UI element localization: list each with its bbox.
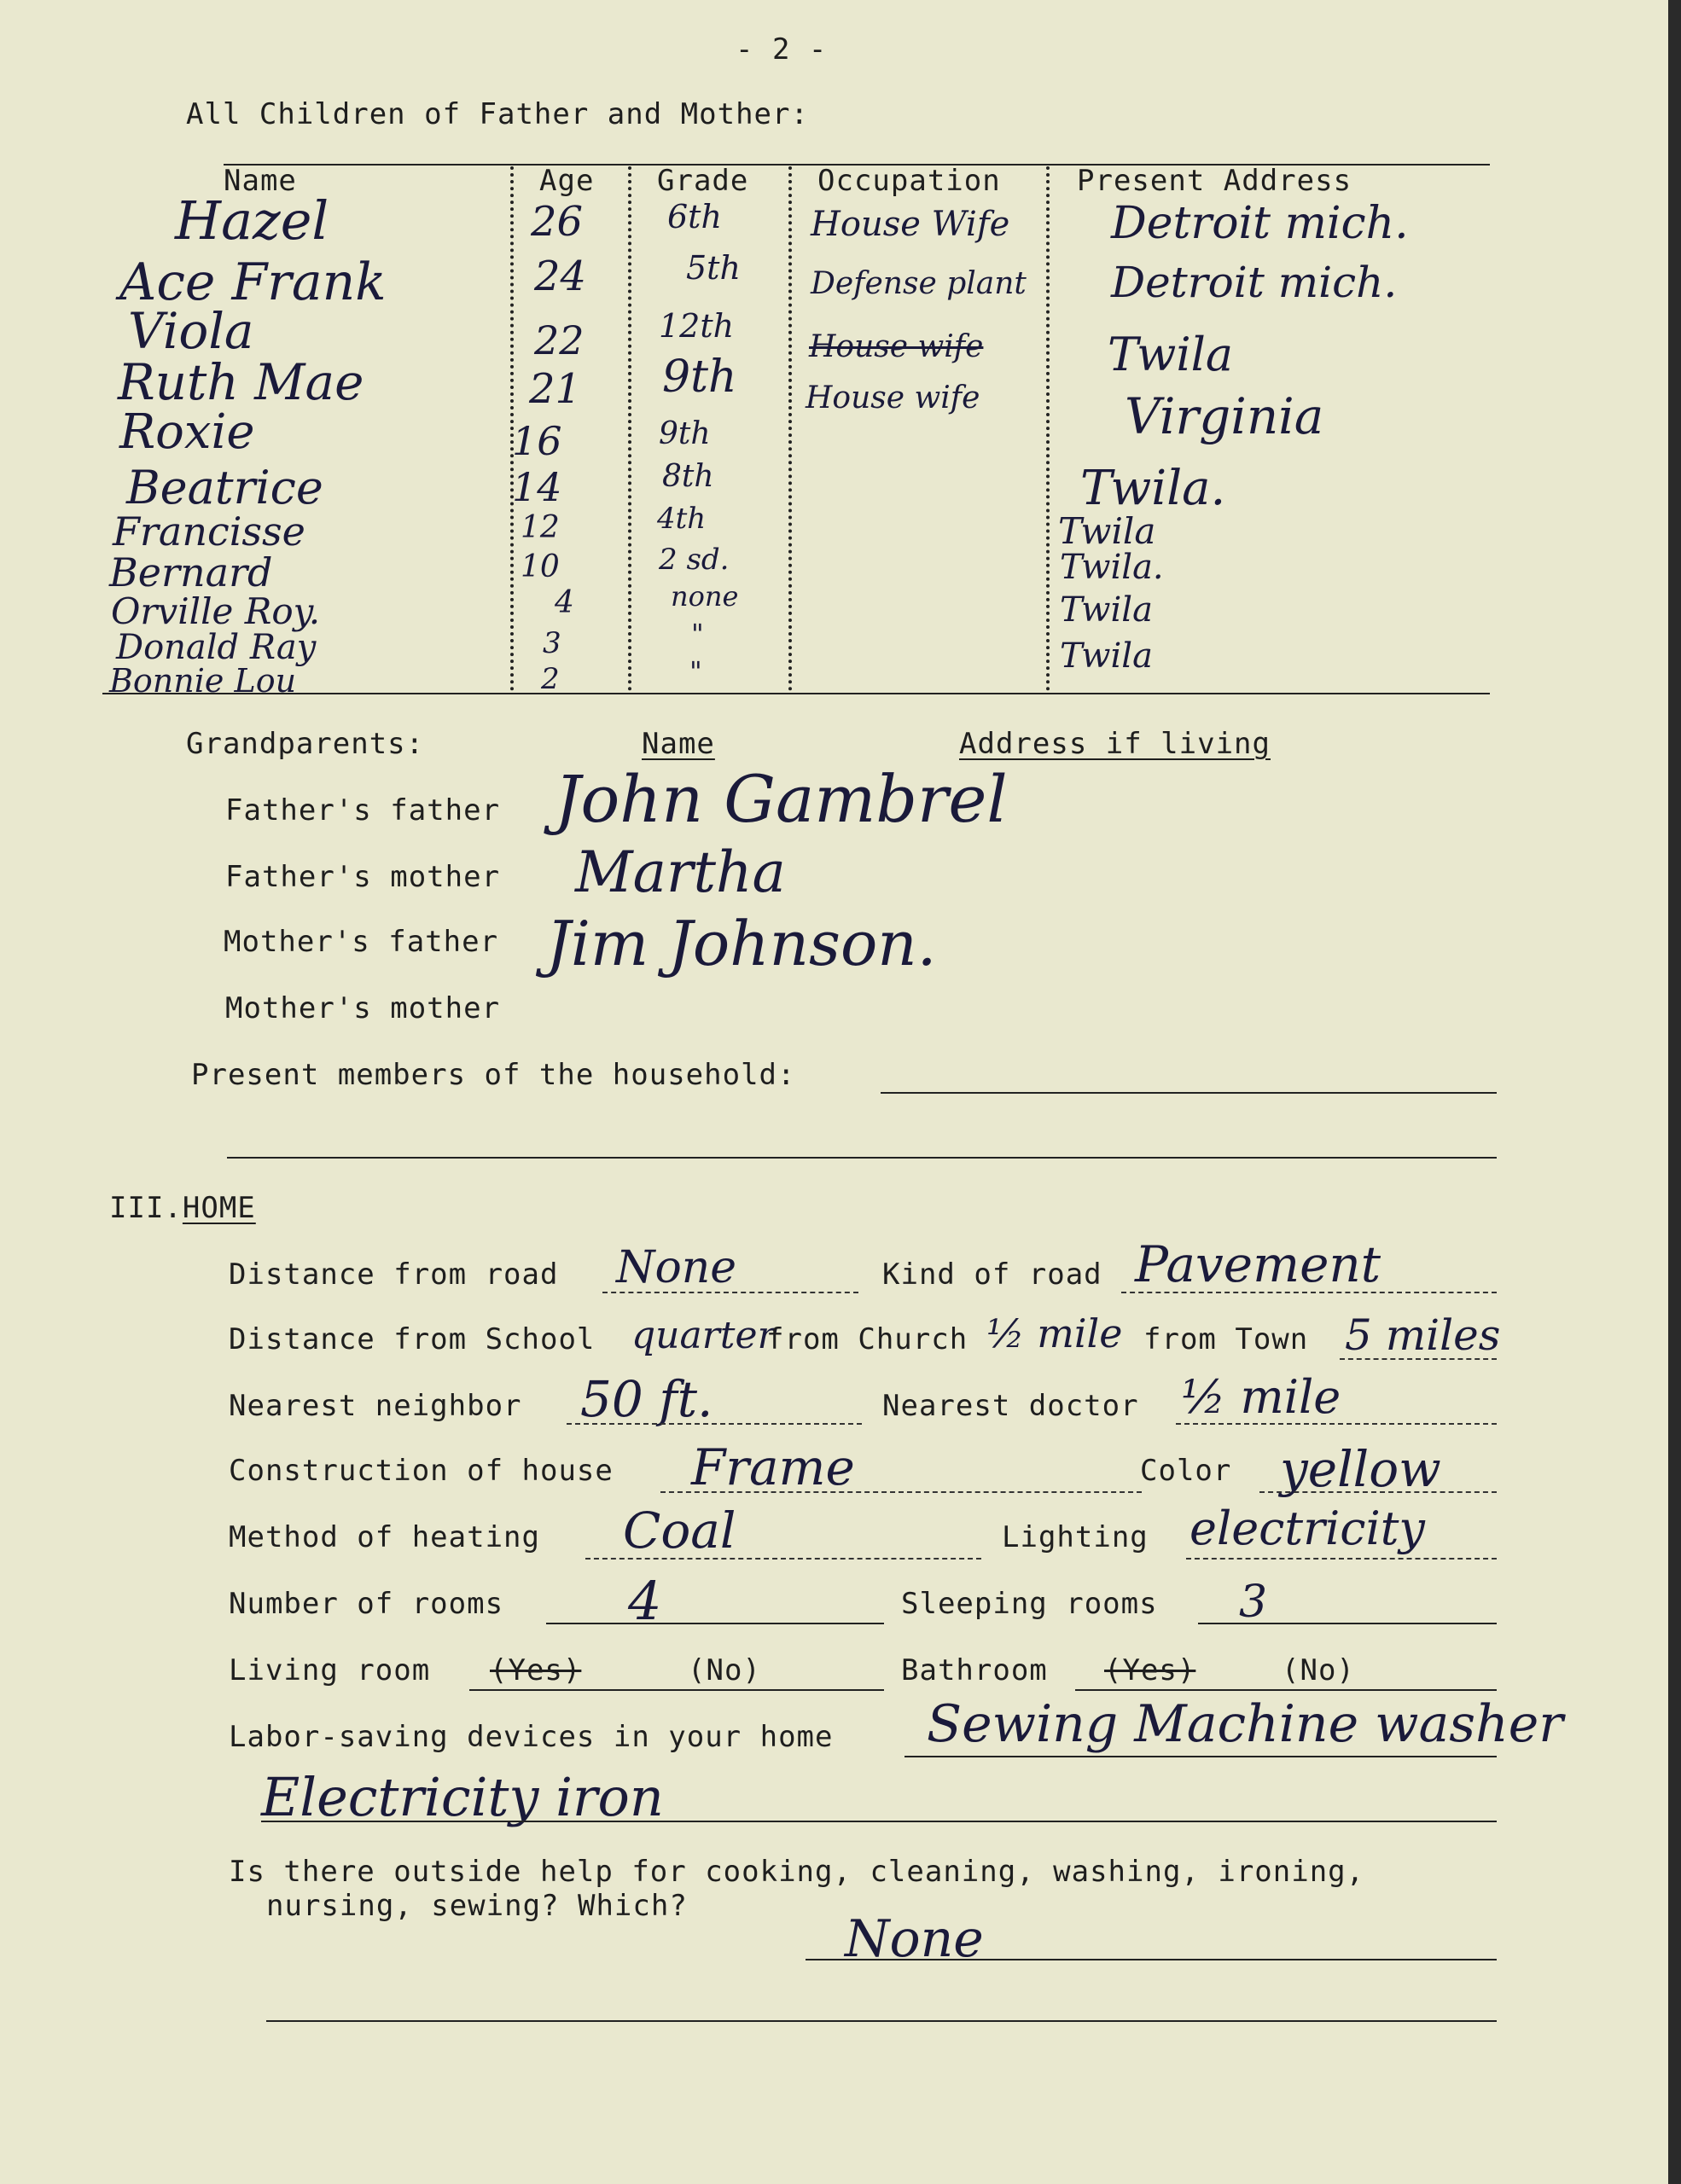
child-occupation: House wife — [809, 329, 984, 364]
child-grade: 8th — [662, 459, 714, 494]
help-question-2: nursing, sewing? Which? — [266, 1889, 688, 1923]
child-age: 21 — [529, 365, 582, 413]
labor-line-2 — [261, 1821, 1497, 1822]
child-age: 24 — [534, 253, 587, 300]
mothers-father-label: Mother's father — [224, 925, 499, 959]
child-occupation: House Wife — [811, 205, 1010, 244]
lighting-value: electricity — [1189, 1502, 1425, 1555]
section-title: HOME — [182, 1191, 256, 1225]
distance-school-value: quarter — [631, 1314, 776, 1357]
kind-road-line — [1121, 1292, 1497, 1293]
construction-value: Frame — [691, 1438, 855, 1496]
child-name: Hazel — [175, 189, 329, 252]
child-address: Twila. — [1080, 461, 1226, 516]
from-church-label: from Church — [766, 1322, 968, 1356]
rooms-line — [546, 1623, 884, 1624]
fathers-father-label: Father's father — [225, 793, 501, 828]
doctor-label: Nearest doctor — [882, 1389, 1139, 1423]
help-question: Is there outside help for cooking, cleaning, washing, ironing, — [229, 1855, 1365, 1889]
col-occupation-header: Occupation — [817, 164, 1001, 198]
heating-label: Method of heating — [229, 1520, 540, 1554]
construction-line — [660, 1491, 1142, 1493]
child-age: 2 — [541, 662, 560, 696]
child-address: Twila — [1060, 636, 1153, 676]
child-age: 12 — [521, 510, 560, 545]
kind-road-value: Pavement — [1135, 1235, 1381, 1293]
child-name: Bonnie Lou — [109, 662, 297, 700]
lighting-label: Lighting — [1002, 1520, 1149, 1554]
doctor-value: ½ mile — [1181, 1370, 1341, 1424]
living-room-no: (No) — [688, 1653, 761, 1687]
mothers-father-value: Jim Johnson. — [546, 908, 937, 979]
distance-road-label: Distance from road — [229, 1258, 559, 1292]
col-grade-header: Grade — [657, 164, 749, 198]
child-address: Virginia — [1125, 387, 1324, 445]
table-bottom-rule — [102, 693, 1490, 694]
child-address: Twila — [1108, 328, 1234, 381]
child-grade: 5th — [686, 249, 741, 287]
column-divider — [628, 166, 631, 691]
child-address: Twila — [1058, 510, 1156, 552]
bathroom-line — [1075, 1689, 1497, 1691]
distance-road-line — [602, 1292, 858, 1293]
help-value: None — [845, 1909, 984, 1969]
child-occupation: House wife — [806, 380, 980, 415]
neighbor-line — [567, 1423, 862, 1425]
col-name-header: Name — [224, 164, 297, 198]
grandparents-heading: Grandparents: — [186, 727, 425, 761]
sleeping-value: 3 — [1239, 1577, 1268, 1628]
child-grade: 2 sd. — [659, 543, 730, 577]
child-name: Bernard — [109, 549, 273, 595]
child-address: Detroit mich. — [1111, 198, 1409, 249]
doctor-line — [1176, 1423, 1497, 1425]
child-grade: " — [691, 618, 704, 650]
fathers-mother-label: Father's mother — [225, 860, 501, 894]
from-town-label: from Town — [1143, 1322, 1309, 1356]
rooms-label: Number of rooms — [229, 1587, 504, 1621]
labor-label: Labor-saving devices in your home — [229, 1720, 834, 1754]
child-name: Ruth Mae — [118, 353, 364, 411]
household-label: Present members of the household: — [191, 1058, 796, 1092]
section-number: III.HOME — [109, 1191, 256, 1225]
page-number: - 2 - — [736, 32, 828, 67]
child-grade: 9th — [662, 351, 737, 403]
col-age-header: Age — [539, 164, 595, 198]
child-name: Beatrice — [126, 461, 323, 514]
child-grade: 4th — [657, 502, 707, 536]
child-name: Roxie — [119, 404, 255, 460]
child-name: Ace Frank — [119, 253, 387, 312]
rooms-value: 4 — [628, 1570, 662, 1632]
child-address: Twila — [1060, 590, 1153, 630]
child-age: 22 — [534, 317, 585, 363]
labor-value: Sewing Machine washer — [927, 1694, 1563, 1754]
child-name: Donald Ray — [116, 628, 317, 667]
mothers-mother-label: Mother's mother — [225, 991, 501, 1025]
child-grade: 6th — [667, 198, 722, 235]
fathers-father-value: John Gambrel — [555, 761, 1008, 837]
child-name: Orville Roy. — [111, 590, 321, 632]
fathers-mother-value: Martha — [575, 839, 786, 905]
help-line-2 — [266, 2020, 1497, 2022]
neighbor-label: Nearest neighbor — [229, 1389, 522, 1423]
children-heading: All Children of Father and Mother: — [186, 97, 809, 131]
child-address: Detroit mich. — [1111, 258, 1398, 307]
child-age: 16 — [512, 418, 562, 464]
sleeping-line — [1198, 1623, 1497, 1624]
household-line — [881, 1092, 1497, 1094]
child-address: Twila. — [1060, 548, 1164, 587]
living-room-label: Living room — [229, 1653, 431, 1687]
heating-value: Coal — [623, 1502, 736, 1560]
grandparents-address-header: Address if living — [959, 727, 1271, 761]
child-age: 10 — [521, 549, 560, 584]
col-address-header: Present Address — [1077, 164, 1352, 198]
heating-line — [585, 1558, 981, 1560]
child-age: 4 — [555, 585, 574, 620]
distance-road-value: None — [616, 1242, 737, 1293]
bathroom-label: Bathroom — [901, 1653, 1048, 1687]
from-church-value: ½ mile — [986, 1310, 1123, 1356]
child-grade: 9th — [659, 416, 711, 451]
child-occupation: Defense plant — [811, 266, 1027, 301]
color-line — [1259, 1491, 1497, 1493]
bathroom-yes: (Yes) — [1104, 1653, 1196, 1687]
column-divider — [1046, 166, 1050, 691]
child-age: 26 — [531, 198, 584, 246]
from-town-value: 5 miles — [1345, 1310, 1501, 1360]
child-grade: " — [689, 655, 702, 688]
child-name: Viola — [128, 302, 254, 360]
child-name: Francisse — [113, 508, 305, 555]
construction-label: Construction of house — [229, 1454, 614, 1488]
living-room-yes: (Yes) — [490, 1653, 582, 1687]
grandparents-name-header: Name — [642, 727, 715, 761]
color-value: yellow — [1280, 1440, 1441, 1498]
sleeping-label: Sleeping rooms — [901, 1587, 1158, 1621]
bathroom-no: (No) — [1282, 1653, 1355, 1687]
table-top-rule — [224, 164, 1490, 166]
child-grade: 12th — [659, 307, 735, 345]
household-line-2 — [227, 1157, 1497, 1159]
living-room-line — [469, 1689, 884, 1691]
color-label: Color — [1140, 1454, 1232, 1488]
child-grade: none — [671, 580, 739, 613]
distance-school-label: Distance from School — [229, 1322, 596, 1356]
labor-line — [904, 1756, 1497, 1757]
neighbor-value: 50 ft. — [580, 1370, 713, 1428]
child-age: 3 — [543, 626, 561, 660]
child-age: 14 — [512, 464, 562, 510]
help-line — [806, 1959, 1497, 1960]
column-divider — [788, 166, 792, 691]
from-town-line — [1340, 1358, 1497, 1360]
kind-road-label: Kind of road — [882, 1258, 1102, 1292]
labor-value-2: Electricity iron — [261, 1766, 664, 1828]
lighting-line — [1186, 1558, 1497, 1560]
